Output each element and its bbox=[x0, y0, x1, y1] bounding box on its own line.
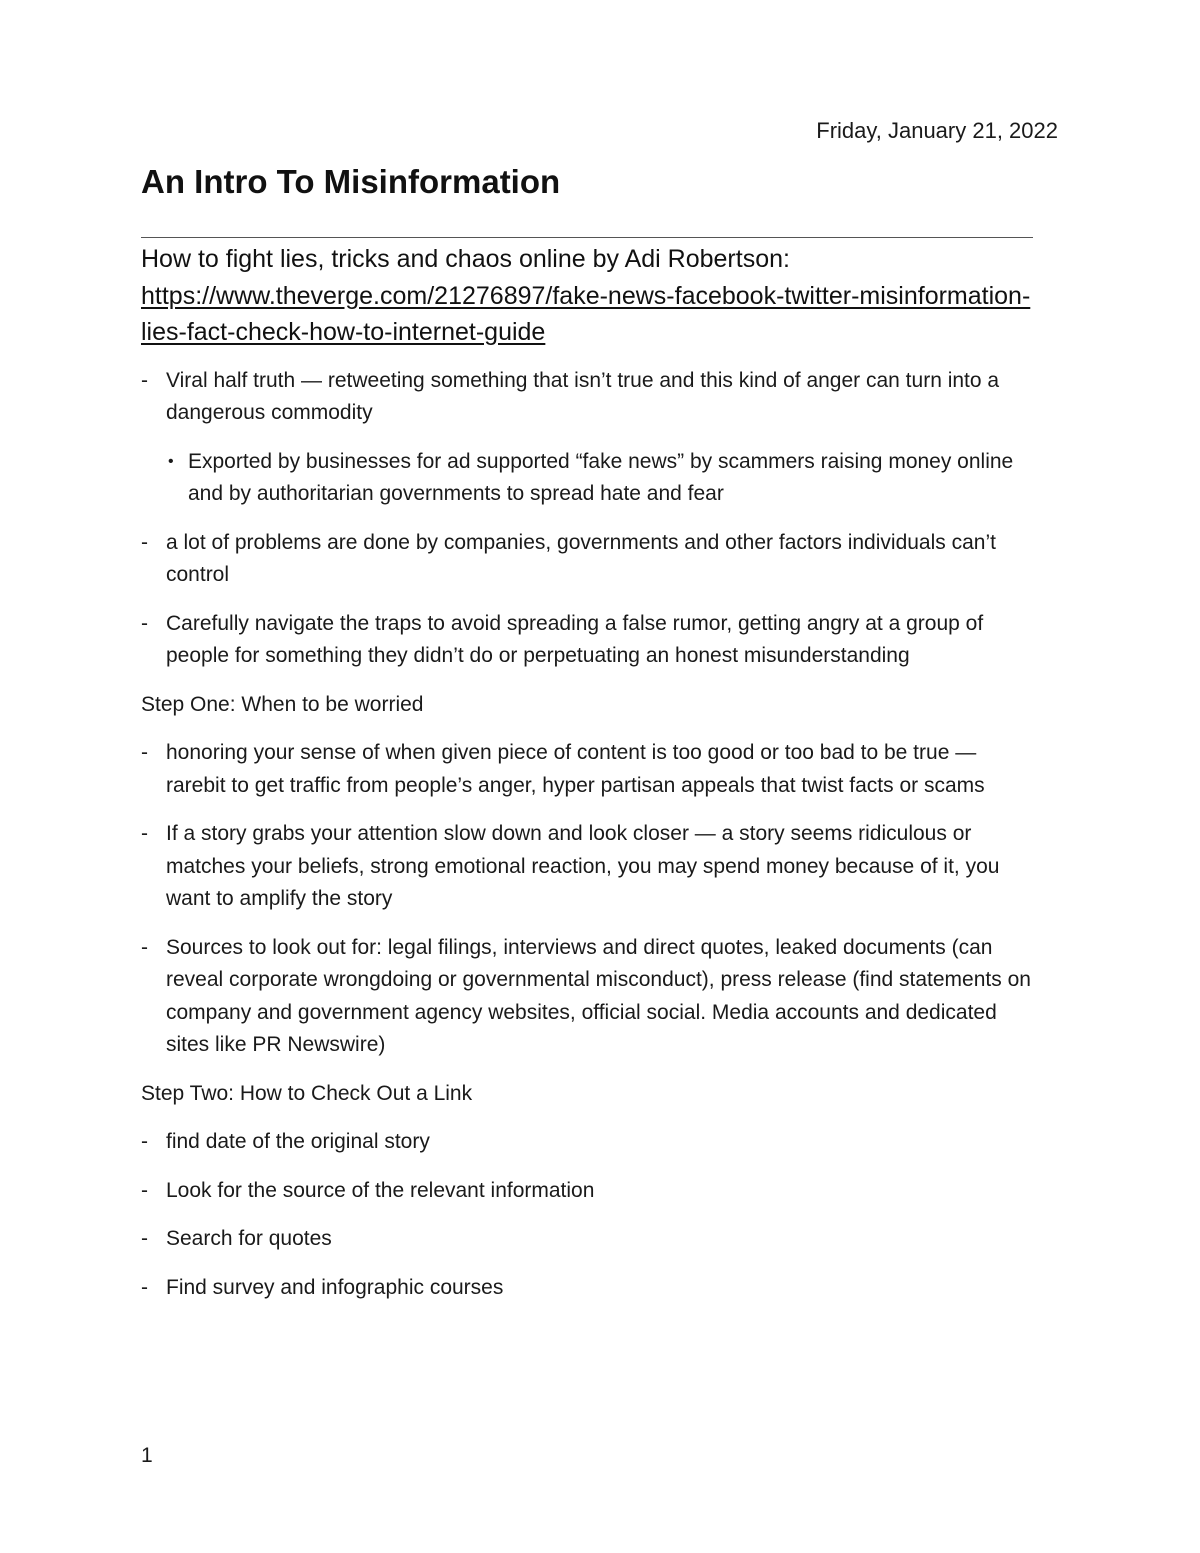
list-item bbox=[141, 1223, 1041, 1256]
list-item-text: Look for the source of the relevant information bbox=[166, 1178, 595, 1202]
sub-list-item bbox=[141, 446, 1041, 511]
list-item-text: a lot of problems are done by companies, governments and other factors individuals can’t control bbox=[166, 530, 996, 586]
list-item bbox=[141, 818, 1041, 916]
dash-marker: - bbox=[141, 1178, 148, 1202]
document-date: Friday, January 21, 2022 bbox=[816, 118, 1058, 143]
list-item bbox=[141, 365, 1041, 430]
list-item bbox=[141, 527, 1041, 592]
list-item-text: honoring your sense of when given piece of content is too good or too bad to be true — rarebit to get traffic from people’s anger, hyper partisan appeals that twist facts or scams bbox=[166, 741, 985, 797]
title-divider bbox=[141, 237, 1033, 238]
page-number: 1 bbox=[141, 1444, 153, 1467]
dash-marker: - bbox=[141, 935, 148, 959]
list-item-text: Find survey and infographic courses bbox=[166, 1275, 504, 1299]
dash-marker: - bbox=[141, 822, 148, 845]
dash-marker: - bbox=[141, 368, 148, 392]
dash-marker: - bbox=[141, 611, 148, 635]
list-item bbox=[141, 608, 1041, 673]
list-item bbox=[141, 737, 1041, 802]
dash-marker: - bbox=[141, 530, 148, 554]
list-item-text: If a story grabs your attention slow down and look closer — a story seems ridiculous or matches your beliefs, strong emotional reaction, you may spend money because of it, you want to amplify the story bbox=[166, 822, 1000, 910]
dash-marker: - bbox=[141, 1275, 148, 1299]
dash-marker: - bbox=[141, 741, 148, 764]
step-two-heading: Step Two: How to Check Out a Link bbox=[141, 1081, 473, 1105]
sub-list-item-text: Exported by businesses for ad supported “fake news” by scammers raising money online and by authoritarian governments to spread hate and fear bbox=[188, 449, 1014, 505]
list-item bbox=[141, 932, 1041, 1062]
document-title: An Intro To Misinformation bbox=[141, 163, 561, 200]
source-link[interactable]: https://www.theverge.com/21276897/fake-news-facebook-twitter-misinformation-lies-fact-check-how-to-internet-guide bbox=[141, 281, 1031, 346]
list-item bbox=[141, 1272, 1041, 1305]
list-item-text: Search for quotes bbox=[166, 1227, 332, 1250]
dash-marker: - bbox=[141, 1227, 148, 1250]
bullet-marker: • bbox=[168, 452, 174, 470]
source-line bbox=[141, 241, 1041, 351]
source-text: How to fight lies, tricks and chaos online by Adi Robertson: bbox=[141, 245, 790, 273]
list-item-text: Carefully navigate the traps to avoid spreading a false rumor, getting angry at a group of people for something they didn’t do or perpetuating an honest misunderstanding bbox=[166, 611, 984, 667]
list-item bbox=[141, 1175, 1041, 1208]
list-item-text: Viral half truth — retweeting something that isn’t true and this kind of anger can turn into a dangerous commodity bbox=[166, 368, 1000, 424]
document-body bbox=[141, 241, 1041, 1320]
list-item-text: find date of the original story bbox=[166, 1130, 430, 1153]
list-item-text: Sources to look out for: legal filings, interviews and direct quotes, leaked documents (can reveal corporate wrongdoing or governmental misconduct), press release (find statements on company and government agency websites, official social. Media accounts and dedicated sites like PR Newswire) bbox=[166, 935, 1031, 1056]
list-item bbox=[141, 1126, 1041, 1159]
step-one-heading: Step One: When to be worried bbox=[141, 692, 424, 716]
dash-marker: - bbox=[141, 1130, 148, 1153]
